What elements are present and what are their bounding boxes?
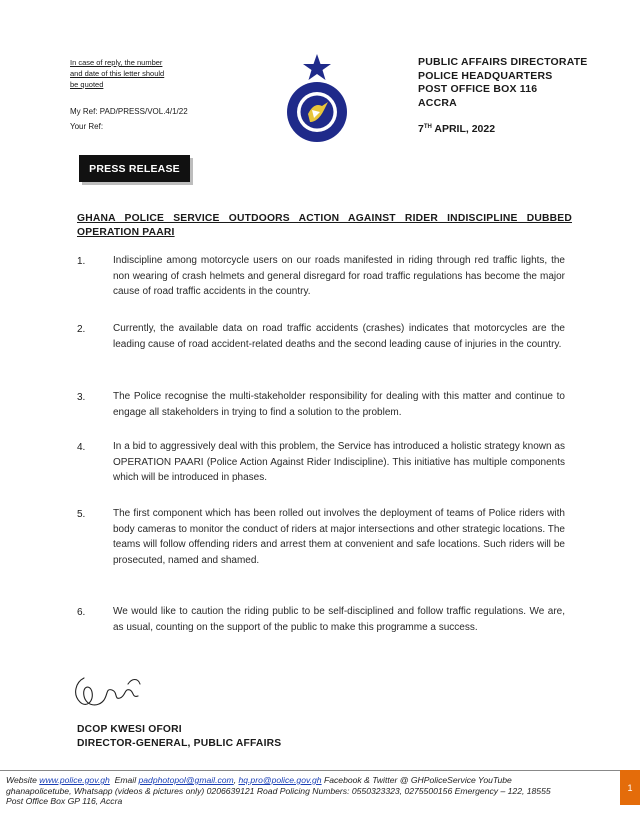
ghana-police-crest-logo (284, 52, 350, 146)
date-suffix: TH (423, 124, 432, 130)
footer-website-link[interactable]: www.police.gov.gh (39, 775, 110, 785)
reply-note-text: In case of reply, the number and date of this letter should be quoted (70, 58, 165, 89)
date-day: 7 (418, 123, 424, 135)
directorate-address (418, 56, 588, 110)
signer-name: DCOP KWESI OFORI (77, 724, 182, 735)
paragraph-4: In a bid to aggressively deal with this problem, the Service has introduced a holistic strategy known as OPERATION PAARI (Police Action Against Rider Indiscipline). This initiative has multiple components which will be introduced in phases. (113, 441, 565, 483)
footer-email-label: Email (114, 775, 137, 785)
my-reference: My Ref: PAD/PRESS/VOL.4/1/22 (70, 107, 188, 116)
paragraph-6: We would like to caution the riding public to be self-disciplined and follow traffic regulations. We are, as usual, counting on the support of the public to make this programme a success. (113, 606, 565, 633)
footer-website-label: Website (6, 775, 37, 785)
footer-line-2: ghanapolicetube, Whatsapp (videos & pictures only) 0206639121 Road Policing Numbers: 0550323323, 0275500156 Emergency – 122, 18555 (6, 785, 551, 796)
footer-email-link-2[interactable]: hq.pro@police.gov.gh (238, 775, 322, 785)
address-line-2: POLICE HEADQUARTERS (418, 69, 553, 82)
paragraph-number-2: 2. (77, 324, 86, 335)
paragraph-3: The Police recognise the multi-stakeholder responsibility for dealing with this matter and continue to engage all stakeholders in trying to find a solution to the problem. (113, 391, 565, 418)
footer-contact-info (6, 775, 616, 807)
address-line-3: POST OFFICE BOX 116 (418, 83, 538, 95)
your-reference: Your Ref: (70, 122, 104, 131)
letter-date (418, 123, 495, 135)
footer-divider (0, 770, 620, 771)
footer-email-link-1[interactable]: padphotopol@gmail.com (138, 775, 234, 785)
paragraph-number-4: 4. (77, 442, 86, 453)
press-release-label: PRESS RELEASE (79, 155, 190, 182)
paragraph-2: Currently, the available data on road traffic accidents (crashes) indicates that motorcycles are the leading cause of road accident-related deaths and the second leading cause of injuries in the country. (113, 323, 565, 350)
page-number-badge: 1 (620, 770, 640, 805)
paragraph-number-3: 3. (77, 392, 86, 403)
address-line-4: ACCRA (418, 96, 457, 109)
signer-title: DIRECTOR-GENERAL, PUBLIC AFFAIRS (77, 738, 282, 749)
paragraph-number-5: 5. (77, 509, 86, 520)
paragraph-1: Indiscipline among motorcycle users on our roads manifested in riding through red traffic lights, the non wearing of crash helmets and general disregard for road traffic regulations has become the major cause of road traffic accidents in the country. (113, 255, 565, 297)
footer-line-1: Website www.police.gov.gh Email padphotopol@gmail.com, hq.pro@police.gov.gh Facebook & Twitter @ GHPoliceService YouTube (6, 775, 512, 785)
handwritten-signature (68, 672, 148, 712)
footer-social: Facebook & Twitter @ GHPoliceService YouTube (323, 775, 512, 785)
reply-instruction-note (70, 57, 165, 90)
headline: GHANA POLICE SERVICE OUTDOORS ACTION AGAINST RIDER INDISCIPLINE DUBBED OPERATION PAARI (77, 213, 572, 238)
paragraph-5: The first component which has been rolled out involves the deployment of teams of Police riders with body cameras to monitor the conduct of riders at major intersections and other strategic locations. The teams will follow offending riders and arrest them at convenient and safe locations. Such riders will be prosecuted, named and shamed. (113, 508, 565, 566)
paragraph-number-1: 1. (77, 256, 86, 267)
date-month-year: APRIL, 2022 (431, 123, 496, 135)
footer-line-3: Post Office Box GP 116, Accra (6, 796, 123, 807)
address-line-1: PUBLIC AFFAIRS DIRECTORATE (418, 56, 588, 68)
paragraph-number-6: 6. (77, 607, 86, 618)
